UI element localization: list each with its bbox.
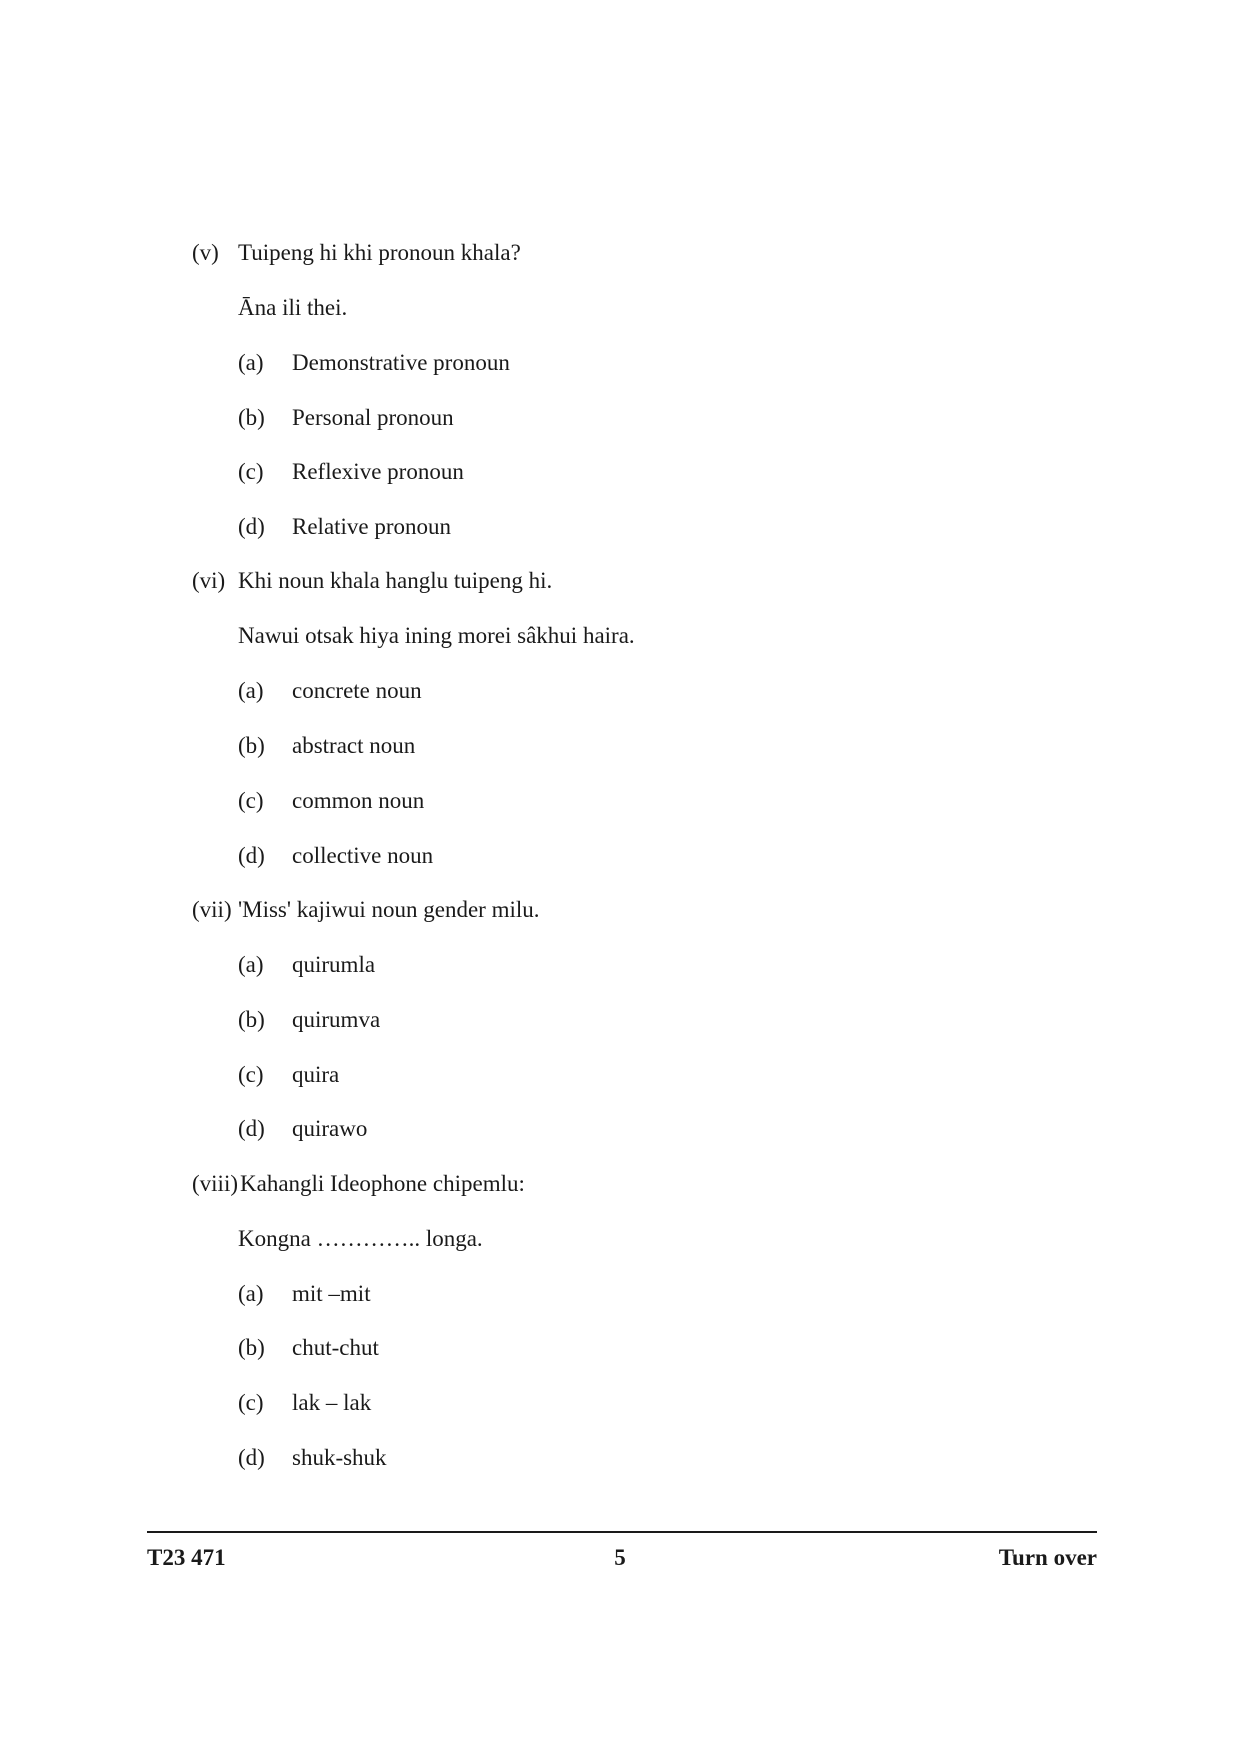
- option-label: (a): [238, 678, 264, 703]
- option-text: Relative pronoun: [292, 514, 452, 539]
- question-prompt: Tuipeng hi khi pronoun khala?: [238, 240, 521, 265]
- option-label: (c): [238, 459, 264, 484]
- question-number: (vi): [192, 568, 226, 593]
- question-number: (vii): [192, 897, 232, 922]
- question-number: (v): [192, 240, 219, 265]
- option-label: (d): [238, 1116, 265, 1141]
- option-label: (b): [238, 733, 265, 758]
- option-label: (d): [238, 1445, 265, 1470]
- option-label: (d): [238, 843, 265, 868]
- option-text: mit –mit: [292, 1281, 371, 1306]
- option-label: (a): [238, 952, 264, 977]
- option-text: Personal pronoun: [292, 405, 454, 430]
- option-text: quirumla: [292, 952, 376, 977]
- option-text: common noun: [292, 788, 425, 813]
- option-label: (b): [238, 1007, 265, 1032]
- question-sentence: Kongna ………….. longa.: [238, 1226, 483, 1251]
- option-text: quirawo: [292, 1116, 368, 1141]
- page-number: 5: [614, 1545, 626, 1570]
- option-label: (b): [238, 405, 265, 430]
- option-text: collective noun: [292, 843, 434, 868]
- option-text: abstract noun: [292, 733, 416, 758]
- turn-over-label: Turn over: [998, 1545, 1097, 1570]
- option-text: shuk-shuk: [292, 1445, 387, 1470]
- question-prompt: Khi noun khala hanglu tuipeng hi.: [238, 568, 553, 593]
- option-label: (c): [238, 1062, 264, 1087]
- question-prompt: 'Miss' kajiwui noun gender milu.: [238, 897, 540, 922]
- option-label: (d): [238, 514, 265, 539]
- paper-code: T23 471: [147, 1545, 226, 1570]
- option-text: chut-chut: [292, 1335, 379, 1360]
- option-label: (a): [238, 1281, 264, 1306]
- option-text: Demonstrative pronoun: [292, 350, 510, 375]
- option-text: concrete noun: [292, 678, 422, 703]
- option-label: (c): [238, 788, 264, 813]
- option-text: lak – lak: [292, 1390, 372, 1415]
- option-label: (a): [238, 350, 264, 375]
- footer-divider: [147, 1531, 1097, 1533]
- question-sentence: Nawui otsak hiya ining morei sâkhui haira.: [238, 623, 635, 648]
- option-label: (c): [238, 1390, 264, 1415]
- option-text: quira: [292, 1062, 340, 1087]
- option-text: Reflexive pronoun: [292, 459, 464, 484]
- question-prompt: Kahangli Ideophone chipemlu:: [240, 1171, 525, 1196]
- option-text: quirumva: [292, 1007, 381, 1032]
- option-label: (b): [238, 1335, 265, 1360]
- question-number: (viii): [192, 1171, 238, 1196]
- question-sentence: Āna ili thei.: [238, 295, 348, 320]
